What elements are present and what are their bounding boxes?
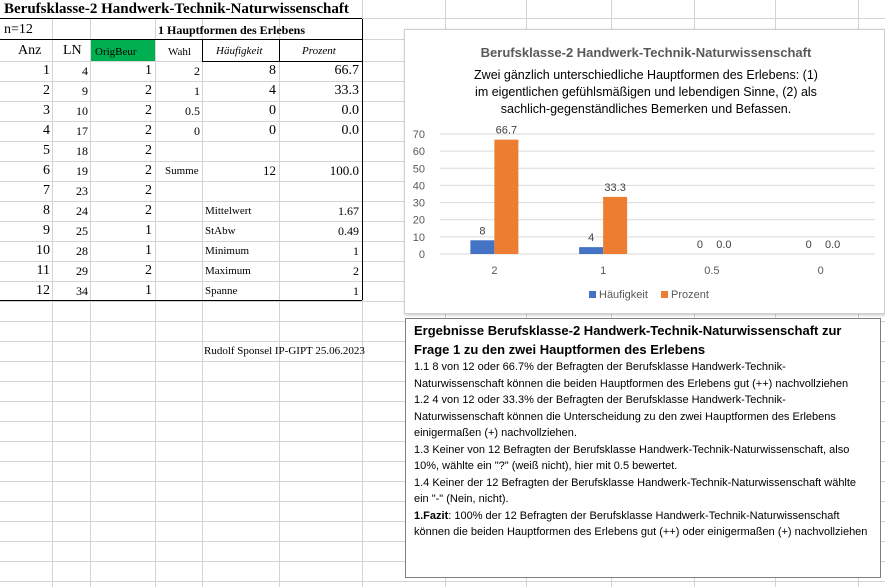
cell-ln[interactable]: 25 (76, 224, 88, 238)
sheet-subtitle[interactable]: 1 Hauptformen des Erlebens (158, 23, 305, 37)
legend-swatch (661, 291, 668, 298)
cell-anz[interactable]: 7 (43, 183, 50, 198)
cell-anz[interactable]: 4 (43, 123, 50, 138)
cell-origbeur[interactable]: 1 (145, 283, 152, 298)
cell-prozent[interactable]: 33.3 (334, 83, 359, 98)
col-header-anz[interactable]: Anz (18, 43, 42, 58)
cell-origbeur[interactable]: 2 (145, 163, 152, 178)
cell-origbeur[interactable]: 1 (145, 63, 152, 78)
cell-origbeur[interactable]: 1 (145, 243, 152, 258)
data-label: 0 (696, 239, 703, 251)
bar-haeufigkeit[interactable] (470, 240, 494, 254)
y-tick-label: 20 (412, 214, 425, 227)
cell-origbeur[interactable]: 2 (145, 83, 152, 98)
cell-wahl[interactable]: 0.5 (185, 104, 200, 118)
chart-y-ticks (413, 129, 425, 261)
chart-subtitle-line-2: im eigentlichen gefühlsmäßigen und lebendigen Sinne, (2) als (475, 85, 817, 99)
stat-value[interactable]: 1 (353, 244, 359, 258)
cell-anz[interactable]: 3 (43, 103, 50, 118)
cell-anz[interactable]: 10 (36, 243, 50, 258)
cell-wahl[interactable]: 0 (194, 124, 200, 138)
cell-haeufigkeit[interactable]: 0 (269, 123, 276, 138)
y-tick-label: 10 (412, 231, 425, 244)
summe-prozent[interactable]: 100.0 (329, 163, 359, 178)
x-tick-label: 0.5 (704, 265, 720, 277)
cell-haeufigkeit[interactable]: 0 (269, 103, 276, 118)
bar-haeufigkeit[interactable] (579, 247, 603, 254)
results-heading: Ergebnisse Berufsklasse-2 Handwerk-Technik-Naturwissenschaft zur Frage 1 zu den zwei Hauptformen des Erlebens (414, 323, 842, 357)
stat-value[interactable]: 0.49 (338, 224, 359, 238)
sheet-title[interactable]: Berufsklasse-2 Handwerk-Technik-Naturwissenschaft (4, 1, 349, 17)
cell-ln[interactable]: 28 (76, 244, 88, 258)
stat-value[interactable]: 2 (353, 264, 359, 278)
stat-label[interactable]: Maximum (205, 265, 251, 277)
bar-prozent[interactable] (603, 197, 627, 254)
bar-chart-panel[interactable] (404, 29, 885, 314)
cell-anz[interactable]: 11 (36, 263, 50, 278)
bar-chart (405, 30, 884, 313)
cell-ln[interactable]: 17 (76, 124, 88, 138)
cell-anz[interactable]: 2 (43, 83, 50, 98)
legend-swatch (589, 291, 596, 298)
cell-haeufigkeit[interactable]: 8 (269, 63, 276, 78)
cell-ln[interactable]: 10 (76, 104, 88, 118)
y-tick-label: 40 (412, 180, 425, 193)
results-para-2: 1.2 4 von 12 oder 33.3% der Befragten der Berufsklasse Handwerk-Technik-Naturwissenschaft können die Unterscheidung zu den zwei Hauptformen des Erlebens einigermaßen (+) nachvollziehen. (414, 394, 836, 439)
author-note[interactable]: Rudolf Sponsel IP-GIPT 25.06.2023 (204, 345, 365, 357)
results-para-3: 1.3 Keiner von 12 Befragten der Berufsklasse Handwerk-Technik-Naturwissenschaft, also 10%, wählte ein "?" (weiß nicht), hier mit 0.5 bewertet. (414, 443, 850, 472)
chart-x-ticks (491, 265, 823, 277)
cell-ln[interactable]: 19 (76, 164, 88, 178)
cell-anz[interactable]: 1 (43, 63, 50, 78)
results-fazit (414, 508, 872, 541)
fazit-text: : 100% der 12 Befragten der Berufsklasse Handwerk-Technik-Naturwissenschaft können die beiden Hauptformen des Erlebens gut (++) oder einigermaßen (+) nachvollziehen (414, 509, 868, 538)
cell-origbeur[interactable]: 2 (145, 103, 152, 118)
stat-label[interactable]: StAbw (205, 225, 236, 237)
legend-label[interactable]: Häufigkeit (599, 289, 648, 301)
x-tick-label: 1 (600, 265, 607, 277)
cell-wahl[interactable]: 2 (194, 64, 200, 78)
cell-ln[interactable]: 4 (82, 64, 88, 78)
stat-label[interactable]: Spanne (205, 285, 238, 297)
data-label: 8 (479, 225, 486, 238)
cell-ln[interactable]: 24 (76, 204, 88, 218)
summe-haeufigkeit[interactable]: 12 (263, 163, 276, 178)
cell-origbeur[interactable]: 2 (145, 263, 152, 278)
results-para-4: 1.4 Keiner der 12 Befragten der Berufsklasse Handwerk-Technik-Naturwissenschaft wählte ein "-" (Nein, nicht). (414, 476, 857, 505)
summe-label[interactable]: Summe (165, 165, 199, 177)
cell-origbeur[interactable]: 1 (145, 223, 152, 238)
n-count[interactable]: n=12 (4, 22, 33, 37)
col-header-origbeur[interactable]: OrigBeur (95, 46, 137, 58)
results-textbox[interactable] (405, 318, 881, 578)
y-tick-label: 50 (412, 163, 425, 176)
x-tick-label: 0 (817, 265, 824, 277)
cell-ln[interactable]: 34 (76, 284, 88, 298)
cell-prozent[interactable]: 0.0 (341, 123, 359, 138)
col-header-wahl[interactable]: Wahl (168, 46, 191, 58)
stat-label[interactable]: Mittelwert (205, 205, 252, 217)
data-label: 0.0 (824, 239, 841, 251)
y-tick-label: 70 (412, 129, 425, 141)
col-header-prozent[interactable]: Prozent (302, 45, 336, 57)
data-label: 33.3 (604, 181, 626, 194)
y-tick-label: 0 (418, 249, 425, 261)
chart-subtitle-line-3: sachlich-gegenständliches Bemerken und Befassen. (500, 102, 792, 116)
stat-value[interactable]: 1 (353, 284, 359, 298)
data-label: 0.0 (716, 239, 732, 251)
cell-anz[interactable]: 9 (43, 223, 50, 238)
cell-anz[interactable]: 8 (43, 203, 50, 218)
cell-origbeur[interactable]: 2 (145, 123, 152, 138)
cell-prozent[interactable]: 66.7 (334, 63, 359, 78)
bar-prozent[interactable] (494, 140, 518, 254)
y-tick-label: 60 (412, 146, 425, 159)
results-para-1: 1.1 8 von 12 oder 66.7% der Befragten der Berufsklasse Handwerk-Technik-Naturwissenschaft können die beiden Hauptformen des Erlebens gut (++) nachvollziehen (414, 361, 849, 390)
cell-ln[interactable]: 23 (76, 184, 88, 198)
stat-label[interactable]: Minimum (205, 245, 250, 257)
cell-anz[interactable]: 12 (36, 283, 50, 298)
cell-wahl[interactable]: 1 (194, 84, 200, 98)
col-header-ln[interactable]: LN (63, 43, 82, 58)
cell-origbeur[interactable]: 2 (145, 143, 152, 158)
cell-ln[interactable]: 18 (76, 144, 88, 158)
chart-subtitle-line-1: Zwei gänzlich unterschiedliche Hauptformen des Erlebens: (1) (474, 68, 818, 82)
fazit-label: 1.Fazit (414, 509, 449, 522)
y-tick-label: 30 (412, 197, 425, 210)
cell-anz[interactable]: 5 (43, 143, 50, 158)
legend-label[interactable]: Prozent (671, 289, 709, 301)
cell-anz[interactable]: 6 (43, 163, 50, 178)
chart-data-labels (479, 125, 840, 251)
col-header-haeufigkeit[interactable]: Häufigkeit (216, 45, 263, 57)
x-tick-label: 2 (491, 265, 498, 277)
chart-legend (589, 289, 709, 301)
data-label: 66.7 (495, 124, 518, 137)
cell-ln[interactable]: 29 (76, 264, 88, 278)
cell-prozent[interactable]: 0.0 (341, 103, 359, 118)
cell-origbeur[interactable]: 2 (145, 203, 152, 218)
data-label: 4 (588, 232, 595, 245)
cell-haeufigkeit[interactable]: 4 (269, 83, 276, 98)
data-label: 0 (805, 239, 812, 251)
stat-value[interactable]: 1.67 (338, 204, 359, 218)
cell-ln[interactable]: 9 (82, 84, 88, 98)
cell-origbeur[interactable]: 2 (145, 183, 152, 198)
chart-title: Berufsklasse-2 Handwerk-Technik-Naturwissenschaft (480, 45, 812, 60)
